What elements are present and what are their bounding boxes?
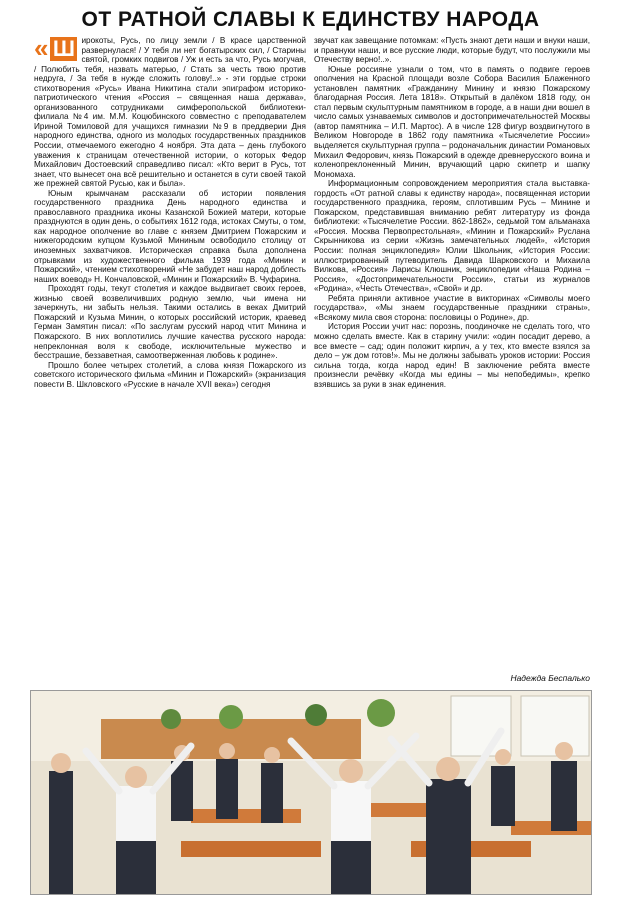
paragraph-text: ирокоты, Русь, по лицу земли / В красе царственной развернулася! / У тебя ли нет богатырских сил, / Старины святой, громких подвигов / Уж и есть за что, Русь могучая, / Полюбить тебя, назвать матерью, / Стать за честь твою против недруга, / За тебя в нужде сложить голову!..» - эти гордые строки стихотворения «Русь» Ивана Никитина стали эпиграфом историко-патриотического чтения «Россия – священная наша держава», организованного сотрудниками симферопольской библиотеки-филиала №4 им. М.М. Коцюбинского совместно с преподавателем Ириной Томиловой для учащихся гимназии №9 в преддверии Дня народного единства, одного из молодых государственных праздников России, отмечаемого ежегодно 4 ноября. Эта дата – день глубокого уважения к страницам отечественной истории, о которых Федор Михайлович Достоевский справедливо писал: «Кто верит в Русь, тот знает, что вынесет она всё решительно и останется в сути своей такой же прежней святой Русью, как и была».: [34, 36, 306, 189]
student-head: [339, 759, 363, 783]
classroom-photo-illustration: [31, 691, 592, 895]
desk: [181, 841, 321, 857]
drop-quote-mark: «: [34, 36, 49, 63]
first-paragraph: [34, 36, 306, 189]
paragraph: Информационным сопровождением мероприятия стала выставка-гордость «От ратной славы к единству народа», посвященная истории государственного праздника, героям, сплотившим Русь – Минине и Пожарском, представившая вниманию ребят литературу из фонда библиотеки: «Тысячелетие России. 862-1862», седьмой том альманаха «Россия. Москва Первопрестольная», «Минин и Пожарский» Руслана Скрынникова из серии «Жизнь замечательных людей», «История России: полная энциклопедия» Юлии Школьник, «История России: иллюстрированный путеводитель Давида Шарковского и Михаила Вилкова, «Россия» Ларисы Клюшник, энциклопедии «Наша Родина – Россия», «Достопримечательности России», статьи из журналов «Родина», «Честь Отечества», «Свой» и др.: [314, 179, 590, 294]
paragraph: Юные россияне узнали о том, что в память о подвиге героев ополчения на Красной площади возле Собора Василия Блаженного установлен памятник «Гражданину Минину и князю Пожарскому благодарная Россия. Лета 1818». Открытый в далёком 1818 году, он стал первым скульптурным памятником в городе, а в наши дни вошел в число самых узнаваемых символов и достопримечательностей Москвы (автор памятника – И.П. Мартос). А в числе 128 фигур воздвигнутого в Великом Новгороде в 1862 году памятника «Тысячелетие России» выделяется скульптурная группа – родоначальник династии Романовых Михаил Федорович, князь Пожарский в одежде древнерусского воина и коленопреклоненный Минин, вручающий царю скипетр и шапку Мономаха.: [314, 64, 590, 179]
paragraph: Проходят годы, текут столетия и каждое выдвигает своих героев, жизнью своей возвеличивших родную землю, чьи имена ни зачеркнуть, ни забыть нельзя. Такими остались в веках Дмитрий Пожарский и Кузьма Минин, о которых российский историк, краевед Герман Замятин писал: «По заслугам русский народ чтит Минина и Пожарского. В них воплотились лучшие качества русского народа: непреклонная воля к свободе, исключительные мужество и бесстрашие, беззаветная, самоотверженная любовь к родине».: [34, 284, 306, 361]
article-headline: ОТ РАТНОЙ СЛАВЫ К ЕДИНСТВУ НАРОДА: [81, 8, 540, 31]
paragraph: Прошло более четырех столетий, а слова князя Пожарского из советского исторического фильма «Минин и Пожарский» (экранизация повести В. Шкловского «Русские в начале XVII века») сегодня: [34, 360, 306, 389]
student: [49, 771, 73, 895]
plant: [161, 709, 181, 729]
window: [451, 696, 511, 756]
author-signature: Надежда Беспалько: [510, 673, 590, 683]
student: [216, 759, 238, 819]
desk: [191, 809, 301, 823]
paragraph: Ребята приняли активное участие в викторинах «Символы моего государства», «Мы знаем государственные праздники страны», «Всякому мила своя сторона: пословицы о Родине», др.: [314, 293, 590, 322]
student: [261, 763, 283, 823]
plant: [367, 699, 395, 727]
student-head: [51, 753, 71, 773]
window: [521, 696, 589, 756]
paragraph: звучат как завещание потомкам: «Пусть знают дети наши и внуки наши, и правнуки наши, и все русские люди, которые будут, что послужили мы Отечеству верно!..».: [314, 36, 590, 65]
left-column: [34, 36, 306, 672]
plant: [219, 705, 243, 729]
student: [551, 761, 577, 831]
student: [491, 766, 515, 826]
student-head: [219, 743, 235, 759]
student-head: [555, 742, 573, 760]
student-head: [436, 757, 460, 781]
student-skirt: [116, 841, 156, 895]
classroom-photo: [30, 690, 592, 895]
paragraph: История России учит нас: порознь, поодиночке не сделать того, что можно сделать вместе. Как в старину учили: «один посадит дерево, а все вместе – сад; один положит кирпич, а у тех, кто вместе взялся за дело – уж дом готов!». Мы не должны забывать уроков истории: Россия сильна тогда, когда народ един! В заключение ребята вместе произнесли речёвку «Когда мы едины – мы непобедимы», крепко взявшись за руки в знак единения.: [314, 322, 590, 389]
plant: [305, 704, 327, 726]
student-skirt: [331, 841, 371, 895]
student-head: [495, 749, 511, 765]
student: [426, 779, 471, 895]
drop-cap-letter: Ш: [50, 37, 77, 61]
right-column: [314, 36, 590, 672]
student-head: [264, 747, 280, 763]
student-head: [125, 766, 147, 788]
paragraph: Юным крымчанам рассказали об истории появления государственного праздника День народного единства и православного праздника иконы Казанской Божией матери, которые празднуются в один день, о событиях 1612 года, истоках Смуты, о том, как народное ополчение во главе с князем Дмитрием Пожарским и нижегородским купцом Кузьмой Мининым освободило столицу от иноземных захватчиков. Историческая справка была дополнена отрывками из художественного фильма 1939 года «Минин и Пожарский», чтением стихотворений «Не забудет наш народ доблесть наших воевод» Н. Кончаловской, «Минин и Пожарский» В. Чуфарина.: [34, 188, 306, 284]
